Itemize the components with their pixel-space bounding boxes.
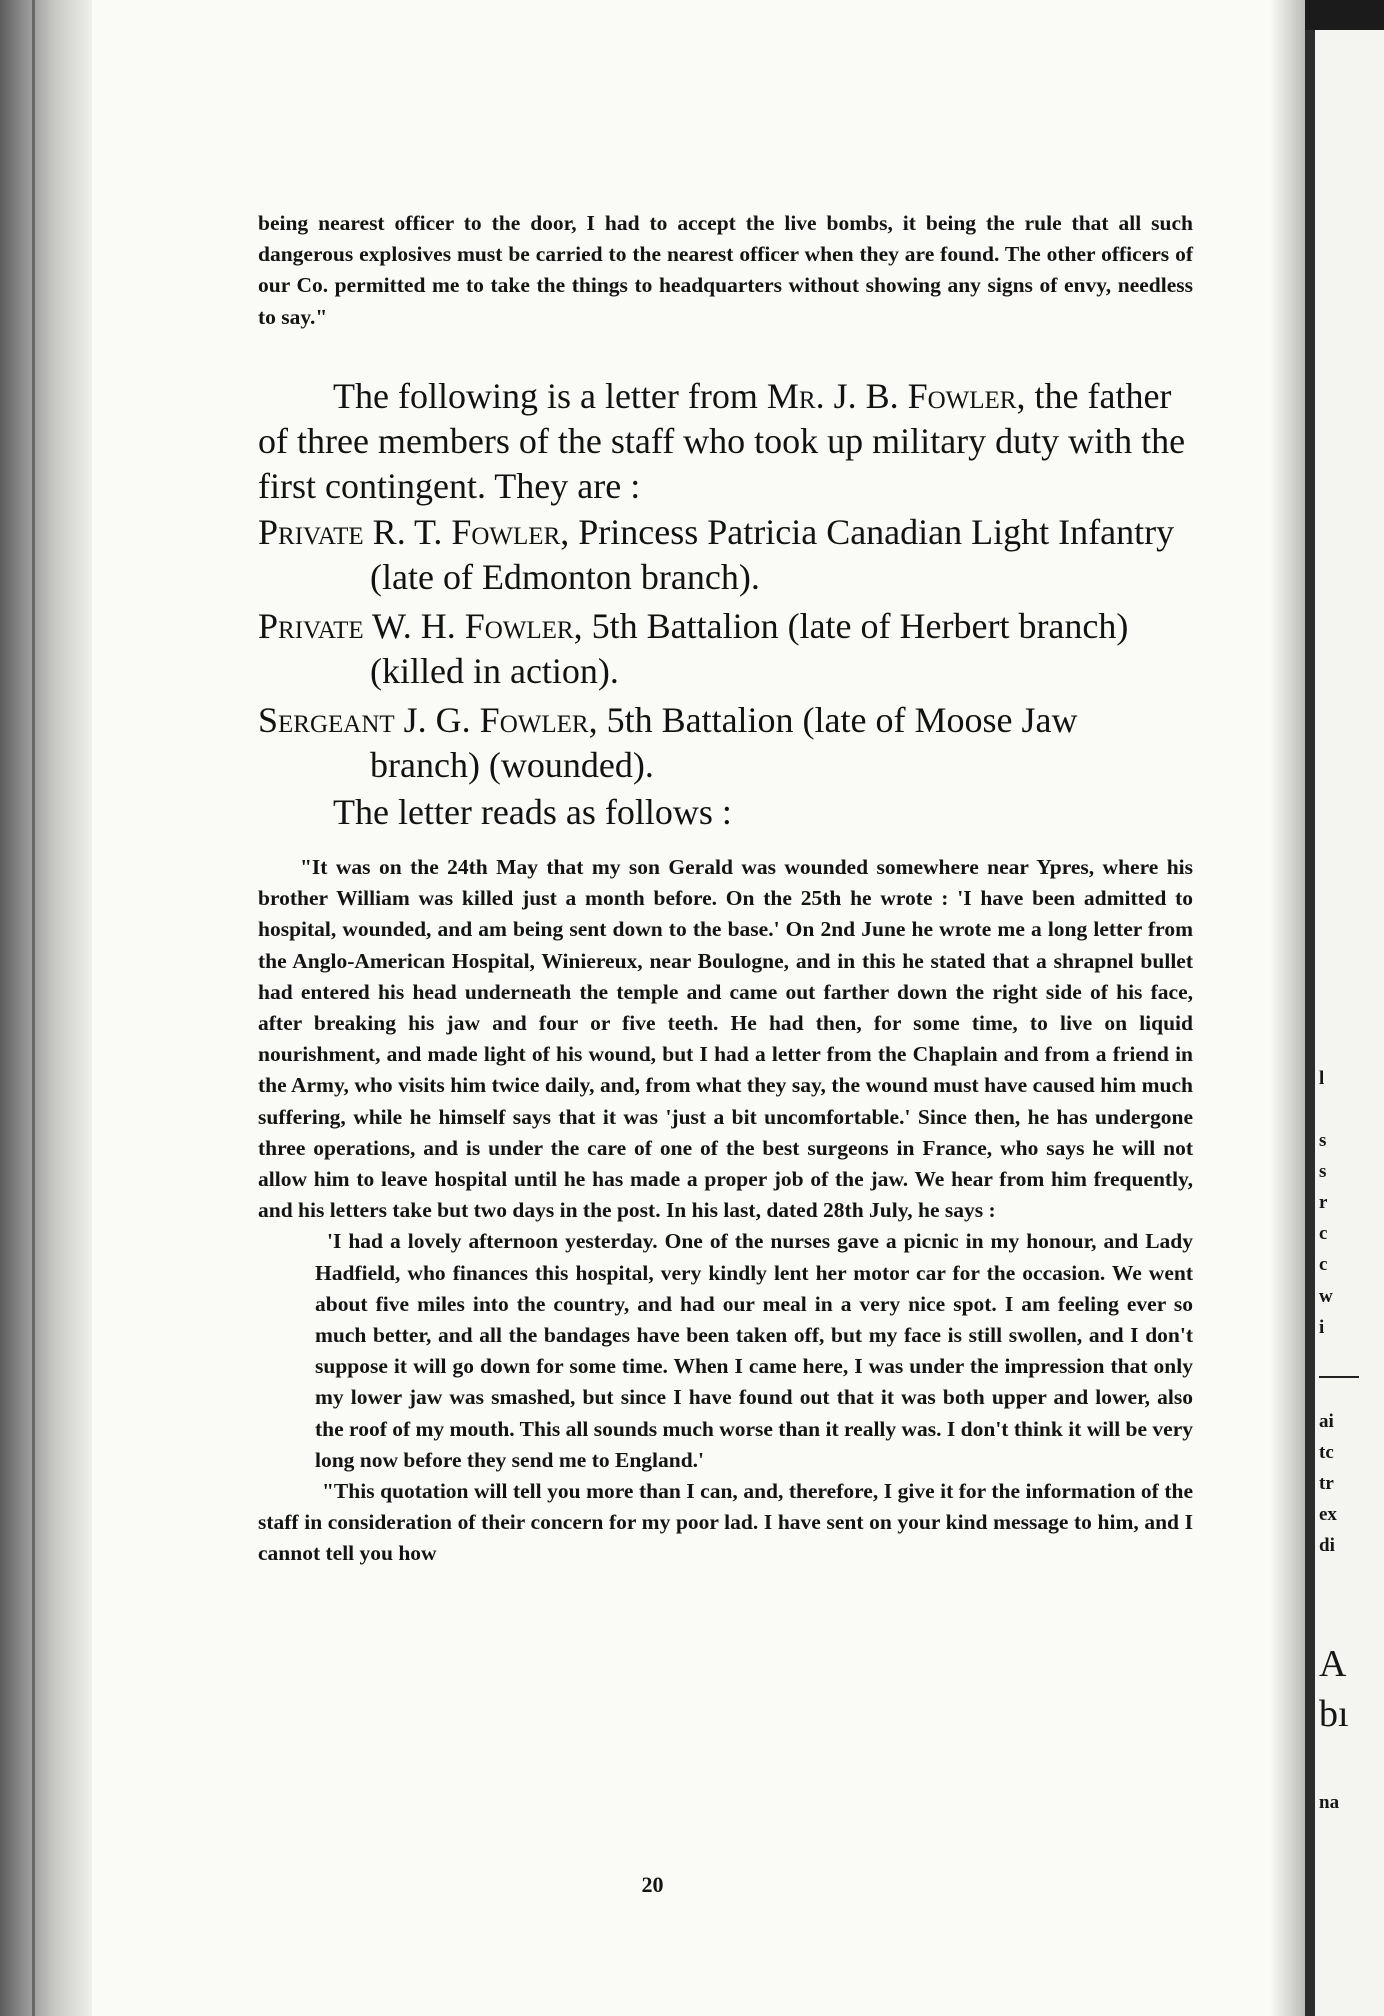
letter-body bbox=[258, 852, 1193, 1570]
son-2-name: Private W. H. Fowler bbox=[258, 606, 574, 646]
letter-reads-text: The letter reads as follows : bbox=[333, 792, 732, 832]
facing-text-fragment: na bbox=[1319, 1792, 1340, 1813]
son-1-name: Private R. T. Fowler bbox=[258, 512, 561, 552]
facing-text-fragment: di bbox=[1319, 1535, 1335, 1556]
facing-text-fragment: s bbox=[1319, 1130, 1327, 1151]
facing-text-fragment: ai bbox=[1319, 1411, 1334, 1432]
facing-text-fragment: tc bbox=[1319, 1442, 1334, 1463]
son-entry-2 bbox=[258, 604, 1193, 694]
facing-heading-fragment: A bbox=[1319, 1643, 1347, 1685]
intro-paragraph-text: being nearest officer to the door, I had to accept the live bombs, it being the rule that all such dangerous explosives must be carried to the nearest officer when they are found. The other officers of our Co. permitted me to take the things to headquarters without showing any signs of envy, needless to say." bbox=[258, 211, 1193, 329]
son-1-details: , Princess Patricia Canadian Light Infantry (late of Edmonton branch). bbox=[370, 512, 1175, 597]
page-number: 20 bbox=[641, 1872, 664, 1897]
page-edge-shadow bbox=[1270, 0, 1305, 2016]
book-gutter bbox=[0, 0, 92, 2016]
facing-text-fragment: r bbox=[1319, 1192, 1328, 1213]
letter-reads-heading bbox=[258, 790, 1193, 835]
letter-paragraph-2: "This quotation will tell you more than I can, and, therefore, I give it for the information of the staff in consideration of their concern for my poor lad. I have sent on your kind message to him, and I cannot tell you how bbox=[258, 1479, 1193, 1566]
facing-text-fragment: w bbox=[1319, 1286, 1333, 1307]
son-entry-1 bbox=[258, 510, 1193, 600]
son-3-details: , 5th Battalion (late of Moose Jaw branch) (wounded). bbox=[370, 700, 1078, 785]
letter-introduction bbox=[258, 374, 1193, 509]
facing-text-fragment: tr bbox=[1319, 1473, 1334, 1494]
letter-intro-lead: The following is a letter from bbox=[333, 376, 767, 416]
spine-line bbox=[32, 0, 35, 2016]
facing-page-fragment bbox=[1305, 30, 1384, 2016]
facing-text-fragment: s bbox=[1319, 1161, 1327, 1182]
facing-text-fragment: c bbox=[1319, 1223, 1328, 1244]
son-entry-3 bbox=[258, 698, 1193, 788]
son-2-details: , 5th Battalion (late of Herbert branch) (killed in action). bbox=[370, 606, 1129, 691]
facing-text-fragment: l bbox=[1319, 1068, 1325, 1089]
letter-intro-tail: , the father of three members of the staff who took up military duty with the first contingent. They are : bbox=[258, 376, 1186, 506]
facing-text-fragment: i bbox=[1319, 1317, 1325, 1338]
son-3-name: Sergeant J. G. Fowler bbox=[258, 700, 589, 740]
facing-heading-fragment: bı bbox=[1319, 1693, 1349, 1735]
letter-quotation: 'I had a lovely afternoon yesterday. One of the nurses gave a picnic in my honour, and Lady Hadfield, who finances this hospital, very kindly lent her motor car for the occasion. We went about five miles into the country, and had our meal in a very nice spot. I am feeling ever so much better, and all the bandages have been taken off, but my face is still swollen, and I don't suppose it will go down for some time. When I came here, I was under the impression that only my lower jaw was smashed, but since I have found out that it was both upper and lower, also the roof of my mouth. This all sounds much worse than it really was. I don't think it will be very long now before they send me to England.' bbox=[315, 1229, 1194, 1472]
letter-paragraph-1: "It was on the 24th May that my son Gerald was wounded somewhere near Ypres, where his brother William was killed just a month before. On the 25th he wrote : 'I have been admitted to hospital, wounded, and am being sent down to the base.' On 2nd June he wrote me a long letter from the Anglo-American Hospital, Winiereux, near Boulogne, and in this he stated that a shrapnel bullet had entered his head underneath the temple and came out farther down the right side of his face, after breaking his jaw and four or five teeth. He had then, for some time, to live on liquid nourishment, and made light of his wound, but I had a letter from the Chaplain and from a friend in the Army, who visits him twice daily, and, from what they say, the wound must have caused him much suffering, while he himself says that it was 'just a bit uncomfortable.' Since then, he has undergone three operations, and is under the care of one of the best surgeons in France, who says he will not allow him to leave hospital until he has made a proper job of the jaw. We hear from him frequently, and his letters take but two days in the post. In his last, dated 28th July, he says : bbox=[258, 855, 1193, 1223]
facing-text-fragment: ex bbox=[1319, 1504, 1337, 1525]
intro-paragraph bbox=[258, 208, 1193, 333]
father-name: Mr. J. B. Fowler bbox=[766, 376, 1017, 416]
letter-intro-paragraph bbox=[258, 374, 1193, 509]
facing-rule bbox=[1319, 1376, 1359, 1378]
sons-list bbox=[258, 510, 1193, 792]
facing-text-fragment: c bbox=[1319, 1254, 1328, 1275]
